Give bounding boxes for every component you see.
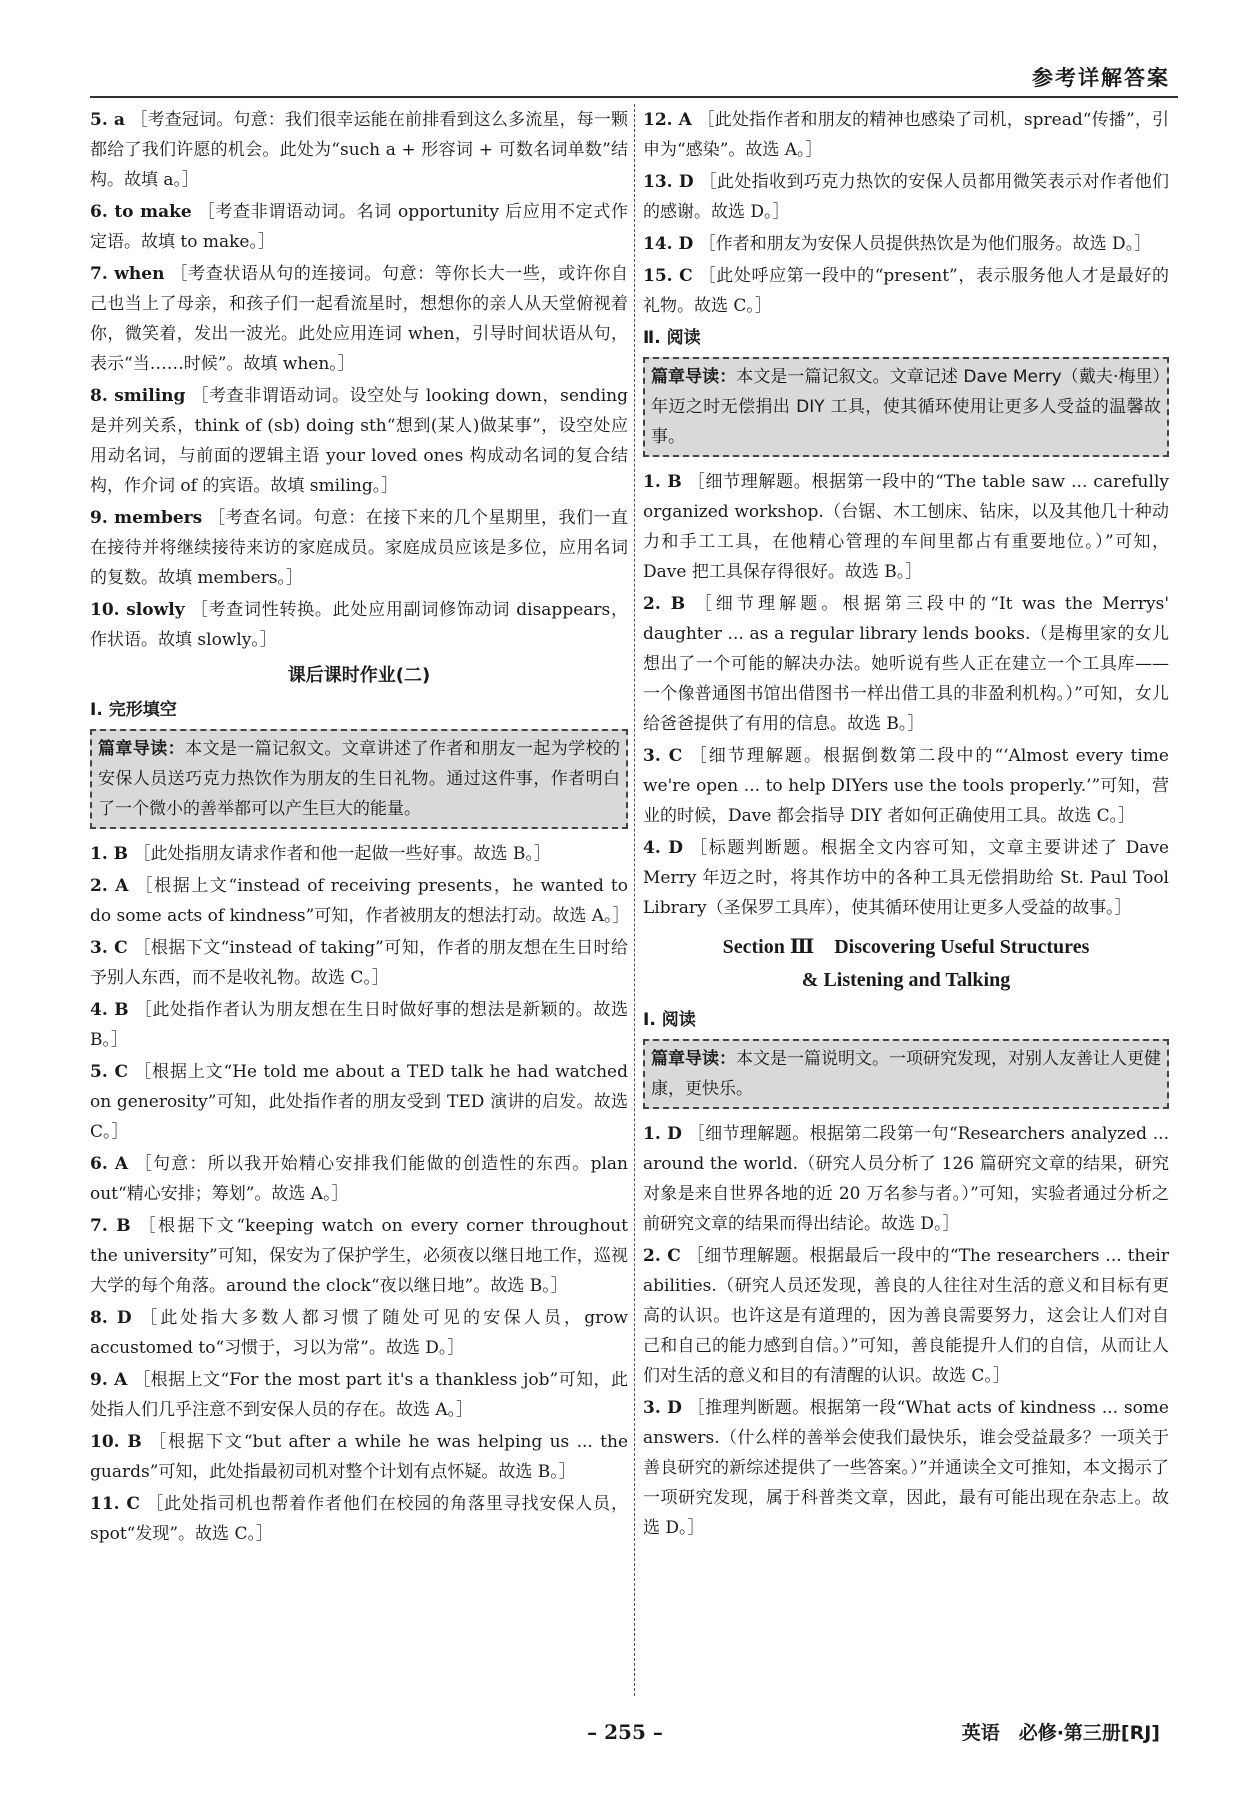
answer-item: [90, 381, 628, 501]
answer-item: [90, 105, 628, 195]
right-answers-c: [643, 1119, 1169, 1543]
answer-item: [643, 467, 1169, 587]
answer-explanation: ［根据上文“He told me about a TED talk he had watched on generosity”可知，此处指作者的朋友受到 TED 演讲的启发。故选 C。］: [90, 1062, 629, 1142]
answer-explanation: ［考查状语从句的连接词。句意：等你长大一些，或许你自己也当上了母亲，和孩子们一起看流星时，想想你的亲人从天堂俯视着你，微笑着，发出一波光。此处应用连词 when，引导时间状语从句，表示“当……时候”。故填 when。］: [90, 264, 629, 374]
answer-explanation: ［考查名词。句意：在接下来的几个星期里，我们一直在接待并将继续接待来访的家庭成员。家庭成员应该是多位，应用名词的复数。故填 members。］: [90, 508, 629, 588]
answer-item: [90, 871, 628, 931]
answer-explanation: ［考查词性转换。此处应用副词修饰动词 disappears，作状语。故填 slowly。］: [90, 600, 628, 650]
answer-item: [643, 833, 1169, 923]
answer-explanation: ［此处指作者认为朋友想在生日时做好事的想法是新颖的。故选 B。］: [90, 1000, 629, 1050]
answer-item: [643, 1119, 1169, 1239]
guide-box-reading2: [643, 1039, 1169, 1109]
homework-title: 课后课时作业(二): [287, 665, 431, 686]
answer-label: 8. smiling: [90, 386, 186, 406]
guide-box-cloze: [90, 729, 628, 829]
answer-label: 4. D: [643, 838, 684, 858]
answer-label: 4. B: [90, 1000, 129, 1020]
answer-item: [90, 1489, 628, 1549]
answer-label: 3. C: [643, 746, 683, 766]
answer-item: [90, 1057, 628, 1147]
answer-explanation: ［根据下文“but after a while he was helping us ... the guards”可知，此处指最初司机对整个计划有点怀疑。故选 B。］: [90, 1432, 628, 1482]
section-reading-heading: Ⅱ. 阅读: [643, 328, 701, 348]
section-3-title-line1: Section Ⅲ Discovering Useful Structures: [722, 936, 1090, 958]
answer-explanation: ［作者和朋友为安保人员提供热饮是为他们服务。故选 D。］: [698, 234, 1152, 254]
answer-item: [643, 261, 1169, 321]
answer-explanation: ［细节理解题。根据第一段中的“The table saw ... carefully organized workshop.（台锯、木工刨床、钻床，以及其他几十种动力和手工工具，在他精心管理的车间里都占有重要地位。）”可知，Dave 把工具保存得很好。故选 B。］: [643, 472, 1169, 582]
answer-item: [90, 259, 628, 379]
answer-item: [90, 839, 628, 869]
left-column: [90, 105, 628, 1551]
answer-label: 6. to make: [90, 202, 192, 222]
answer-label: 7. when: [90, 264, 165, 284]
answer-explanation: ［此处指收到巧克力热饮的安保人员都用微笑表示对作者他们的感谢。故选 D。］: [643, 172, 1170, 222]
left-answers-a: [90, 105, 628, 655]
answer-item: [643, 105, 1169, 165]
answer-label: 10. slowly: [90, 600, 185, 620]
answer-item: [90, 1303, 628, 1363]
answer-item: [643, 741, 1169, 831]
answer-explanation: ［细节理解题。根据倒数第二段中的“‘Almost every time we're open ... to help DIYers use the tools properly.’”可知，营业的时候，Dave 都会指导 DIY 者如何正确使用工具。故选 C。］: [643, 746, 1169, 826]
answer-label: 3. D: [643, 1398, 682, 1418]
answer-item: [90, 595, 628, 655]
page-header-title: 参考详解答案: [1032, 66, 1170, 90]
guide-label: 篇章导读：: [98, 739, 186, 759]
answer-explanation: ［此处指大多数人都习惯了随处可见的安保人员，grow accustomed to“习惯于，习以为常”。故选 D。］: [90, 1308, 628, 1358]
answer-item: [643, 229, 1169, 259]
answer-label: 2. A: [90, 876, 129, 896]
answer-item: [643, 1241, 1169, 1391]
answer-item: [90, 1427, 628, 1487]
section-reading2-heading: Ⅰ. 阅读: [643, 1010, 696, 1030]
answer-label: 6. A: [90, 1154, 129, 1174]
answer-explanation: ［根据下文“keeping watch on every corner throughout the university”可知，保安为了保护学生，必须夜以继日地工作，巡视大学的每个角落。around the clock“夜以继日地”。故选 B。］: [90, 1216, 628, 1296]
answer-explanation: ［根据下文“instead of taking”可知，作者的朋友想在生日时给予别人东西，而不是收礼物。故选 C。］: [90, 938, 628, 988]
answer-explanation: ［根据上文“For the most part it's a thankless job”可知，此处指人们几乎注意不到安保人员的存在。故选 A。］: [90, 1370, 629, 1420]
answer-explanation: ［细节理解题。根据第三段中的“It was the Merrys' daughter ... as a regular library lends books.（是梅里家的女儿想出了一个可能的解决办法。她听说有些人正在建立一个工具库——一个像普通图书馆出借图书一样出借工具的非盈利机构。）”可知，女儿给爸爸提供了有用的信息。故选 B。］: [643, 594, 1170, 734]
answer-label: 9. members: [90, 508, 203, 528]
book-label: 英语 必修·第三册[RJ]: [961, 1722, 1160, 1744]
answer-explanation: ［此处指司机也帮着作者他们在校园的角落里寻找安保人员，spot“发现”。故选 C。］: [90, 1494, 628, 1544]
answer-label: 13. D: [643, 172, 694, 192]
guide-box-reading: [643, 357, 1169, 457]
answer-label: 10. B: [90, 1432, 142, 1452]
answer-explanation: ［此处指朋友请求作者和他一起做一些好事。故选 B。］: [133, 844, 551, 864]
guide-text: 本文是一篇说明文。一项研究发现，对别人友善让人更健康，更快乐。: [651, 1049, 1161, 1099]
answer-explanation: ［此处呼应第一段中的“present”，表示服务他人才是最好的礼物。故选 C。］: [643, 266, 1170, 316]
answer-label: 12. A: [643, 110, 692, 130]
answer-explanation: ［细节理解题。根据第二段第一句“Researchers analyzed ... around the world.（研究人员分析了 126 篇研究文章的结果，研究对象是来自世界各地的近 20 万名参与者。）”可知，实验者通过分析之前研究文章的结果而得出结论。故选 D。］: [643, 1124, 1169, 1234]
answer-label: 2. B: [643, 594, 686, 614]
answer-item: [90, 1211, 628, 1301]
answer-label: 14. D: [643, 234, 694, 254]
answer-item: [90, 1365, 628, 1425]
answer-item: [643, 1393, 1169, 1543]
answer-explanation: ［根据上文“instead of receiving presents，he wanted to do some acts of kindness”可知，作者被朋友的想法打动。故选 A。］: [90, 876, 630, 926]
answer-item: [90, 197, 628, 257]
section-3-heading: [643, 931, 1169, 997]
answer-item: [90, 1149, 628, 1209]
answer-label: 11. C: [90, 1494, 140, 1514]
guide-text: 本文是一篇记叙文。文章讲述了作者和朋友一起为学校的安保人员送巧克力热饮作为朋友的生日礼物。通过这件事，作者明白了一个微小的善举都可以产生巨大的能量。: [98, 739, 621, 819]
answer-explanation: ［推理判断题。根据第一段“What acts of kindness ... some answers.（什么样的善举会使我们最快乐，谁会受益最多？一项关于善良研究的新综述提供了一些答案。）”并通读全文可推知，本文揭示了一项研究发现，属于科普类文章，因此，最有可能出现在杂志上。故选 D。］: [643, 1398, 1169, 1538]
header-rule: [90, 96, 1178, 98]
answer-label: 5. a: [90, 110, 125, 130]
answer-item: [90, 995, 628, 1055]
answer-label: 3. C: [90, 938, 128, 958]
guide-label: 篇章导读：: [651, 1049, 736, 1069]
answer-item: [643, 167, 1169, 227]
section-3-title-line2: & Listening and Talking: [801, 969, 1011, 991]
answer-label: 8. D: [90, 1308, 132, 1328]
answer-label: 9. A: [90, 1370, 128, 1390]
answer-explanation: ［考查冠词。句意：我们很幸运能在前排看到这么多流星，每一颗都给了我们许愿的机会。此处为“such a + 形容词 + 可数名词单数”结构。故填 a。］: [90, 110, 629, 190]
column-divider: [634, 104, 635, 1696]
answer-label: 15. C: [643, 266, 693, 286]
left-answers-b: [90, 839, 628, 1549]
right-answers-b: [643, 467, 1169, 923]
right-column: [643, 105, 1169, 1545]
section-cloze-heading: Ⅰ. 完形填空: [90, 700, 177, 720]
answer-label: 1. B: [90, 844, 129, 864]
answer-explanation: ［此处指作者和朋友的精神也感染了司机，spread“传播”，引申为“感染”。故选 A。］: [643, 110, 1170, 160]
answer-item: [643, 589, 1169, 739]
answer-explanation: ［句意：所以我开始精心安排我们能做的创造性的东西。plan out“精心安排；筹划”。故选 A。］: [90, 1154, 628, 1204]
answer-label: 5. C: [90, 1062, 129, 1082]
answer-item: [90, 503, 628, 593]
page-number: – 255 –: [587, 1720, 663, 1744]
guide-label: 篇章导读：: [651, 367, 737, 387]
answer-explanation: ［标题判断题。根据全文内容可知，文章主要讲述了 Dave Merry 年迈之时，将其作坊中的各种工具无偿捐助给 St. Paul Tool Library（圣保罗工具库），使其循环使用让更多人受益的故事。］: [643, 838, 1169, 918]
right-answers-a: [643, 105, 1169, 321]
answer-label: 7. B: [90, 1216, 131, 1236]
answer-explanation: ［细节理解题。根据最后一段中的“The researchers ... their abilities.（研究人员还发现，善良的人往往对生活的意义和目标有更高的认识。也许这是有道理的，因为善良需要努力，这会让人们对自己和自己的能力感到自信。）”可知，善良能提升人们的自信，从而让人们对生活的意义和目的有清醒的认识。故选 C。］: [643, 1246, 1169, 1386]
answer-explanation: ［考查非谓语动词。名词 opportunity 后应用不定式作定语。故填 to make。］: [90, 202, 628, 252]
guide-text: 本文是一篇记叙文。文章记述 Dave Merry（戴夫·梅里）年迈之时无偿捐出 DIY 工具，使其循环使用让更多人受益的温馨故事。: [651, 367, 1162, 447]
answer-label: 1. D: [643, 1124, 682, 1144]
answer-explanation: ［考查非谓语动词。设空处与 looking down，sending 是并列关系，think of (sb) doing sth“想到(某人)做某事”，设空处应用动名词，与前面的逻辑主语 your loved ones 构成动名词的复合结构，作介词 of 的宾语。故填 smiling。］: [90, 386, 628, 496]
answer-item: [90, 933, 628, 993]
answer-label: 2. C: [643, 1246, 681, 1266]
answer-label: 1. B: [643, 472, 682, 492]
